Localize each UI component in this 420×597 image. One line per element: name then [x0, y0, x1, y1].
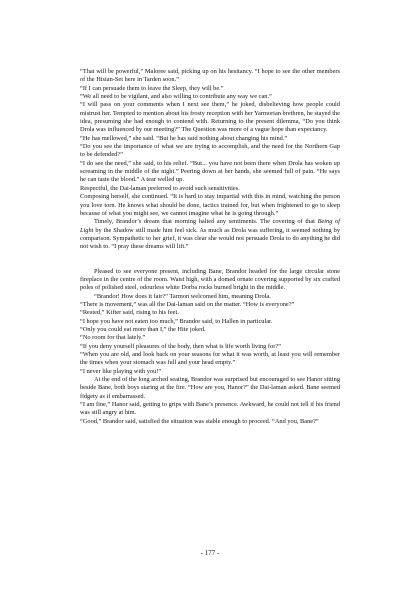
- paragraph: “If you deny yourself pleasures of the body, then what is life worth living for?”: [80, 342, 281, 350]
- paragraph: “I do see the need,” she said, to his relief. “But... you have not been there when Drola has woken up screaming in the middle of the night.” Peering down at her hands, she seemed full of pain. “He says he can taste the blood.” A tear welled up.: [80, 159, 340, 184]
- paragraph: “I never like playing with you!”: [80, 367, 162, 375]
- paragraph: Pleased to see everyone present, including Bane, Brandor headed for the large circular stone fireplace in the centre of the room. Waist high, with a domed ornate covering supported by six crafted poles of polished steel, odourless white Dorba rocks burned bright in the middle.: [80, 267, 340, 292]
- paragraph: “I am fine,” Hanor said, getting to grips with Bane’s presence. Awkward, he could not tell if his friend was still angry at him.: [80, 401, 340, 417]
- paragraph: “If I can persuade them to leave the Sleep, they will be.”: [80, 84, 224, 92]
- paragraph: “No room for that lately.”: [80, 334, 146, 342]
- paragraph: “He has mellowed,” she said. “But he has said nothing about changing his mind.”: [80, 134, 288, 142]
- paragraph: Respectful, the Dai-laman preferred to avoid such sensitivities.: [80, 184, 240, 192]
- paragraph: “That will be powerful,” Maloree said, picking up on his hesitancy. “I hope to see the other members of the Hisian-Set here in Tarden soon.”: [80, 68, 340, 84]
- page-number: - 177 -: [200, 549, 220, 557]
- paragraph: “There is movement,” was all the Dai-laman said on the matter. “How is everyone?”: [80, 300, 295, 308]
- paragraph: “Do you see the importance of what we are trying to accomplish, and the need for the Northern Gap to be defended?”: [80, 143, 340, 159]
- paragraph: “When you are old, and look back on your seasons for what it was worth, at least you will remember the times when your stomach was full and your head empty.”: [80, 351, 340, 367]
- paragraph: “Rested,” Kifter said, rising to his feet.: [80, 309, 179, 317]
- paragraph: At the end of the long arched seating, Brandor was surprised but encouraged to see Hanor sitting beside Bane, both boys staring at the fire. “How are you, Hanor?” the Dai-laman asked. Bane seemed fidgety as if embarrassed.: [80, 376, 340, 400]
- paragraph: “We all need to be vigilant, and also willing to contribute any way we can.”: [80, 93, 272, 101]
- paragraph: “Good,” Brandor said, satisfied the situation was stable enough to proceed. “And you, Bane?”: [80, 417, 319, 425]
- paragraph: “Brandor! How does it fair?” Tarmon welcomed him, meaning Drola.: [94, 292, 271, 300]
- paragraph: “I hope you have not eaten too much,” Brandor said, to Hallen in particular.: [80, 317, 273, 325]
- body-text: [80, 68, 340, 426]
- paragraph: “Only you could eat more than I,” the Hite joked.: [80, 325, 206, 333]
- paragraph: “I will pass on your comments when I next see them,” he joked, disbelieving how people could mistrust her. Tempted to mention about his frosty reception with her Yarmorian brethren, he stayed the idea, presuming she had enough to contend with. Returning to the present dilemma, “Do you think Drola was influenced by our meeting?” The Question was more of a vague hope than expectancy.: [80, 101, 340, 134]
- paragraph-text: Timely, Brandor’s dream that morning halted any sentiments. The covering of that Being of Light by the Shadow still made him feel sick. As much as Drola was suffering, it seemed nothing by comparison. Sympathetic to her grief, it was clear she would not persuade Drola to do anything he did not wish to. “I pray these dreams will lift.”: [80, 218, 340, 251]
- paragraph: [80, 218, 340, 251]
- paragraph: Composing herself, she continued. “It is hard to stay impartial with this in mind, watching the person you love torn. He knows what should be done, tactics trained for, but when frightened to go to sleep because of what you might see, we cannot imagine what he is going through.”: [80, 193, 340, 217]
